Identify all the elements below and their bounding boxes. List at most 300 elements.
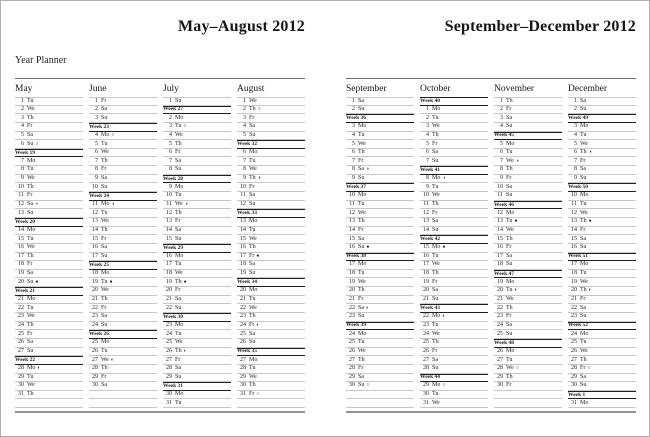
weekday-label: Fr: [506, 244, 512, 251]
day-row: [15, 382, 83, 391]
weekday-label: Th: [432, 270, 439, 277]
week-number-label: Week 29: [163, 244, 184, 251]
empty-row: [346, 399, 414, 408]
day-row: [237, 270, 305, 279]
day-number: 18: [423, 270, 429, 277]
weekday-label: Fr: [358, 157, 364, 164]
day-number: 16: [18, 244, 24, 251]
day-number: 5: [500, 140, 503, 147]
day-row: [494, 209, 562, 218]
weekday-label: Fr: [506, 382, 512, 389]
weekday-label: Th: [27, 114, 34, 121]
day-number: 15: [166, 235, 172, 242]
day-number: 13: [166, 218, 172, 225]
day-number: 16: [92, 244, 98, 251]
weekday-label: Th: [27, 183, 34, 190]
day-number: 24: [166, 330, 172, 337]
week-number-label: Week 22: [15, 357, 36, 364]
day-number: 12: [423, 209, 429, 216]
day-number: 10: [571, 192, 577, 199]
weekday-label: Su: [27, 278, 34, 285]
day-number: 27: [240, 356, 246, 363]
day-row: [568, 382, 636, 391]
page-title: May–August 2012: [177, 18, 305, 35]
day-row: [568, 374, 636, 383]
weekday-label: Mo: [27, 296, 36, 303]
day-number: 16: [349, 244, 355, 251]
weekday-label: Th: [358, 218, 365, 225]
day-number: 27: [497, 356, 503, 363]
day-row: [346, 365, 414, 374]
day-row: [89, 97, 157, 106]
day-row: [237, 166, 305, 175]
weekday-label: We: [506, 365, 514, 372]
day-row: [346, 209, 414, 218]
month-header: July: [163, 84, 179, 94]
day-row: [163, 114, 231, 123]
day-row: [89, 149, 157, 158]
day-row: [237, 313, 305, 322]
day-number: 7: [169, 157, 172, 164]
moon-phase-fq-icon: ◐: [110, 357, 114, 363]
weekday-label: Th: [580, 287, 587, 294]
day-number: 3: [500, 114, 503, 121]
month-header: June: [89, 84, 107, 94]
weekday-label: Su: [249, 131, 256, 138]
day-row: [494, 304, 562, 313]
week-row: [163, 382, 231, 391]
day-row: [15, 391, 83, 400]
empty-row: [89, 391, 157, 400]
day-number: 8: [243, 166, 246, 173]
weekday-label: Su: [175, 304, 182, 311]
day-number: 19: [92, 278, 98, 285]
weekday-label: Mo: [432, 382, 441, 389]
day-row: [237, 97, 305, 106]
day-row: [420, 365, 488, 374]
day-number: 5: [169, 140, 172, 147]
day-row: [420, 192, 488, 201]
day-row: [15, 132, 83, 141]
month-rows: [494, 97, 562, 408]
week-number-label: Week 45: [494, 132, 515, 139]
day-row: [568, 166, 636, 175]
weekday-label: Sa: [358, 373, 364, 380]
day-row: [237, 382, 305, 391]
moon-phase-fq-icon: ◐: [514, 288, 518, 294]
week-number-label: Week 36: [346, 115, 367, 122]
weekday-label: Sa: [249, 192, 255, 199]
weekday-label: Su: [249, 270, 256, 277]
day-number: 16: [166, 252, 172, 259]
day-number: 10: [423, 192, 429, 199]
day-row: [237, 330, 305, 339]
day-row: [89, 365, 157, 374]
weekday-label: Su: [432, 365, 439, 372]
day-row: [163, 339, 231, 348]
day-row: [163, 253, 231, 262]
weekday-label: We: [432, 261, 440, 268]
months-grid: [346, 84, 636, 408]
day-row: [568, 175, 636, 184]
day-number: 22: [240, 304, 246, 311]
day-row: [568, 270, 636, 279]
day-number: 30: [571, 382, 577, 389]
weekday-label: Sa: [432, 149, 438, 156]
day-row: [15, 140, 83, 149]
day-row: [15, 261, 83, 270]
day-number: 26: [349, 347, 355, 354]
weekday-label: Fr: [358, 226, 364, 233]
week-row: [163, 175, 231, 184]
weekday-label: Tu: [432, 252, 439, 259]
weekday-label: Su: [27, 209, 34, 216]
day-number: 17: [166, 261, 172, 268]
week-number-label: Week 38: [346, 253, 367, 260]
day-row: [568, 304, 636, 313]
weekday-label: We: [27, 382, 35, 389]
day-row: [237, 157, 305, 166]
day-number: 24: [423, 330, 429, 337]
weekday-label: Mo: [580, 399, 589, 406]
day-row: [420, 322, 488, 331]
weekday-label: Mo: [27, 365, 36, 372]
moon-phase-fq-icon: ◐: [442, 314, 446, 320]
day-number: 14: [497, 226, 503, 233]
day-number: 20: [423, 287, 429, 294]
weekday-label: Tu: [432, 183, 439, 190]
day-row: [237, 175, 305, 184]
weekday-label: Th: [506, 304, 513, 311]
page-left: [15, 1, 305, 436]
day-row: [237, 296, 305, 305]
week-row: [237, 140, 305, 149]
day-number: 8: [574, 166, 577, 173]
week-number-label: Week 39: [346, 322, 367, 329]
day-row: [346, 374, 414, 383]
moon-phase-full-icon: ○: [587, 366, 591, 372]
day-number: 9: [574, 175, 577, 182]
day-number: 13: [497, 218, 503, 225]
day-row: [15, 183, 83, 192]
day-number: 30: [18, 382, 24, 389]
day-row: [420, 227, 488, 236]
month-rows: [568, 97, 636, 408]
weekday-label: Sa: [432, 218, 438, 225]
day-number: 19: [349, 278, 355, 285]
day-row: [346, 348, 414, 357]
week-number-label: Week 28: [163, 175, 184, 182]
moon-phase-lq-icon: ◑: [184, 202, 188, 207]
weekday-label: Fr: [175, 356, 181, 363]
weekday-label: Th: [580, 218, 587, 225]
day-number: 4: [243, 123, 246, 130]
day-number: 11: [497, 192, 503, 199]
week-number-label: Week 44: [420, 374, 441, 381]
weekday-label: Sa: [358, 97, 364, 104]
moon-phase-full-icon: ○: [256, 392, 260, 398]
weekday-label: Th: [101, 365, 108, 372]
weekday-label: Su: [580, 105, 587, 112]
day-number: 29: [92, 373, 98, 380]
day-row: [346, 339, 414, 348]
day-number: 30: [166, 391, 172, 398]
moon-phase-lq-icon: ◑: [111, 202, 115, 207]
weekday-label: Fr: [249, 183, 255, 190]
weekday-label: We: [432, 123, 440, 130]
day-row: [237, 339, 305, 348]
weekday-label: Fr: [506, 313, 512, 320]
day-row: [568, 313, 636, 322]
weekday-label: Tu: [175, 330, 182, 337]
day-row: [237, 106, 305, 115]
day-number: 26: [497, 347, 503, 354]
week-row: [568, 391, 636, 400]
weekday-label: Su: [175, 166, 182, 173]
weekday-label: We: [249, 373, 257, 380]
weekday-label: Th: [249, 244, 256, 251]
weekday-label: Mo: [580, 123, 589, 130]
day-number: 27: [349, 356, 355, 363]
day-number: 17: [423, 261, 429, 268]
moon-phase-full-icon: ○: [183, 124, 187, 130]
weekday-label: Sa: [101, 244, 107, 251]
moon-phase-full-icon: ○: [442, 383, 446, 389]
day-row: [346, 149, 414, 158]
weekday-label: Fr: [432, 209, 438, 216]
day-number: 2: [352, 105, 355, 112]
weekday-label: Fr: [101, 304, 107, 311]
weekday-label: Th: [358, 356, 365, 363]
weekday-label: Th: [175, 347, 182, 354]
weekday-label: Fr: [249, 391, 255, 398]
weekday-label: Su: [358, 244, 365, 251]
week-row: [89, 123, 157, 132]
day-row: [237, 218, 305, 227]
weekday-label: Sa: [358, 166, 364, 173]
day-number: 13: [18, 209, 24, 216]
day-row: [163, 123, 231, 132]
week-number-label: Week 43: [420, 305, 441, 312]
day-number: 25: [349, 339, 355, 346]
day-row: [89, 244, 157, 253]
day-number: 11: [18, 192, 24, 199]
day-number: 6: [169, 149, 172, 156]
moon-phase-full-icon: ○: [366, 383, 370, 389]
week-number-label: Week 35: [237, 348, 258, 355]
day-row: [15, 339, 83, 348]
day-row: [89, 296, 157, 305]
weekday-label: We: [358, 209, 366, 216]
day-row: [89, 356, 157, 365]
day-row: [494, 313, 562, 322]
weekday-label: Sa: [506, 114, 512, 121]
moon-phase-fq-icon: ◐: [183, 348, 187, 354]
day-row: [15, 365, 83, 374]
day-row: [494, 330, 562, 339]
weekday-label: Tu: [249, 157, 256, 164]
day-number: 6: [352, 149, 355, 156]
day-row: [568, 244, 636, 253]
weekday-label: Sa: [580, 166, 586, 173]
weekday-label: Su: [101, 252, 108, 259]
day-number: 14: [92, 226, 98, 233]
day-row: [237, 192, 305, 201]
weekday-label: Mo: [175, 114, 184, 121]
day-row: [568, 218, 636, 227]
day-row: [346, 97, 414, 106]
day-row: [15, 209, 83, 218]
week-row: [420, 374, 488, 383]
weekday-label: Tu: [27, 373, 34, 380]
day-row: [420, 339, 488, 348]
day-row: [568, 149, 636, 158]
weekday-label: Tu: [101, 209, 108, 216]
day-row: [494, 227, 562, 236]
day-number: 13: [349, 218, 355, 225]
weekday-label: Mo: [101, 201, 110, 207]
day-number: 28: [571, 365, 577, 372]
weekday-label: Th: [249, 105, 256, 112]
day-row: [237, 356, 305, 365]
week-row: [346, 183, 414, 192]
day-number: 26: [571, 347, 577, 354]
day-row: [568, 287, 636, 296]
weekday-label: Tu: [432, 321, 439, 328]
day-row: [346, 227, 414, 236]
day-row: [237, 365, 305, 374]
day-row: [89, 157, 157, 166]
day-row: [494, 114, 562, 123]
weekday-label: Th: [27, 391, 34, 398]
day-number: 28: [92, 365, 98, 372]
day-number: 8: [21, 166, 24, 173]
weekday-label: Fr: [27, 261, 33, 268]
month-column-may: [15, 84, 83, 408]
weekday-label: We: [27, 105, 35, 112]
weekday-label: Mo: [175, 183, 184, 190]
weekday-label: Sa: [249, 261, 255, 268]
day-number: 2: [426, 114, 429, 121]
day-row: [237, 201, 305, 210]
weekday-label: Th: [358, 287, 365, 294]
day-row: [163, 399, 231, 408]
day-row: [346, 356, 414, 365]
day-row: [494, 356, 562, 365]
day-number: 21: [571, 296, 577, 303]
day-number: 29: [240, 373, 246, 380]
weekday-label: We: [249, 97, 257, 104]
day-number: 23: [497, 313, 503, 320]
weekday-label: Su: [249, 339, 256, 346]
day-number: 24: [18, 321, 24, 328]
weekday-label: Th: [101, 226, 108, 233]
weekday-label: Tu: [249, 296, 256, 303]
weekday-label: We: [506, 157, 514, 164]
weekday-label: Tu: [358, 270, 365, 277]
week-row: [568, 322, 636, 331]
week-number-label: Week 40: [420, 97, 441, 104]
moon-phase-new-icon: ●: [588, 219, 592, 225]
month-column-august: [237, 84, 305, 408]
day-row: [494, 253, 562, 262]
day-row: [15, 201, 83, 210]
day-row: [494, 235, 562, 244]
week-number-label: Week 25: [89, 262, 110, 268]
moon-phase-full-icon: ○: [515, 366, 519, 372]
weekday-label: Tu: [432, 391, 439, 398]
day-number: 8: [352, 166, 355, 173]
day-row: [568, 330, 636, 339]
weekday-label: Tu: [27, 97, 34, 104]
day-number: 27: [571, 356, 577, 363]
week-row: [346, 114, 414, 123]
weekday-label: Tu: [580, 201, 587, 207]
weekday-label: Tu: [580, 131, 587, 138]
day-number: 9: [500, 175, 503, 182]
weekday-label: Tu: [358, 131, 365, 138]
day-number: 3: [169, 123, 172, 130]
day-row: [568, 157, 636, 166]
weekday-label: Fr: [101, 97, 107, 104]
day-row: [420, 253, 488, 262]
week-row: [15, 356, 83, 365]
day-number: 25: [166, 339, 172, 346]
weekday-label: Th: [101, 157, 108, 164]
day-row: [237, 235, 305, 244]
day-number: 7: [352, 157, 355, 164]
day-row: [163, 149, 231, 158]
weekday-label: Mo: [432, 105, 441, 112]
day-number: 3: [243, 114, 246, 121]
day-number: 5: [352, 140, 355, 147]
day-number: 26: [240, 339, 246, 346]
weekday-label: Fr: [101, 373, 107, 380]
day-row: [15, 270, 83, 279]
day-row: [89, 166, 157, 175]
day-row: [89, 106, 157, 115]
day-number: 17: [18, 252, 24, 259]
week-number-label: Week 21: [15, 287, 36, 294]
weekday-label: Th: [249, 175, 256, 182]
moon-phase-new-icon: ●: [256, 253, 260, 259]
day-row: [420, 149, 488, 158]
day-number: 18: [18, 261, 24, 268]
day-row: [163, 235, 231, 244]
day-row: [568, 278, 636, 287]
weekday-label: Tu: [101, 347, 108, 354]
weekday-label: Sa: [27, 270, 33, 277]
footer-rule: [346, 411, 636, 413]
day-row: [163, 140, 231, 149]
moon-phase-lq-icon: ◑: [442, 176, 446, 182]
day-number: 28: [497, 365, 503, 372]
week-row: [89, 330, 157, 339]
weekday-label: Sa: [358, 235, 364, 242]
day-row: [568, 140, 636, 149]
weekday-label: We: [432, 399, 440, 406]
moon-phase-fq-icon: ◐: [256, 322, 260, 328]
day-number: 27: [423, 356, 429, 363]
day-number: 12: [240, 201, 246, 207]
day-row: [237, 123, 305, 132]
day-row: [163, 391, 231, 400]
day-number: 18: [497, 261, 503, 268]
day-number: 29: [349, 373, 355, 380]
day-row: [568, 227, 636, 236]
moon-phase-lq-icon: ◑: [588, 150, 592, 156]
weekday-label: Fr: [27, 330, 33, 337]
